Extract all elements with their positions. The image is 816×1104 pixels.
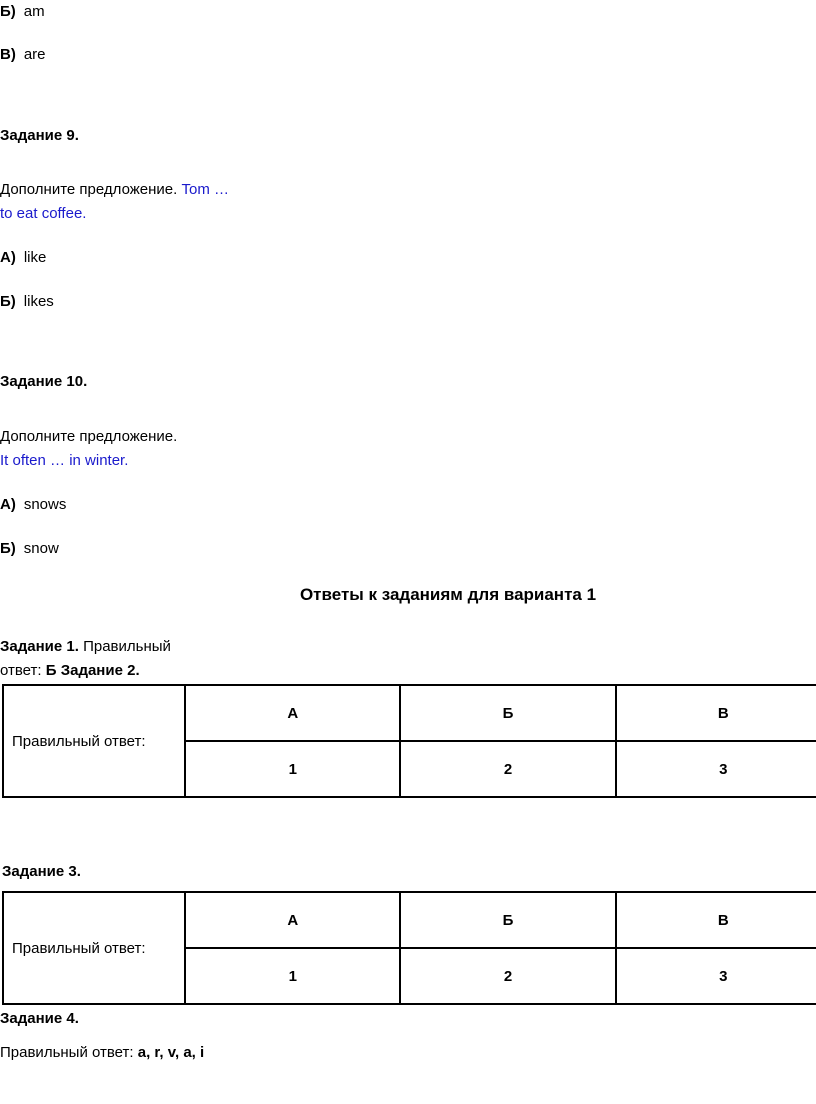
option-text: am <box>23 3 45 20</box>
q10-title: Задание 10. <box>0 373 88 390</box>
answer-3-header-a: А <box>185 892 400 948</box>
option-text: likes <box>23 293 54 310</box>
q10-prompt: Дополните предложение. <box>0 428 178 445</box>
answer-4-value: a, r, v, a, i <box>137 1044 205 1061</box>
q9-prompt: Дополните предложение. <box>0 181 178 198</box>
option-letter: Б) <box>0 293 16 310</box>
option-letter: Б) <box>0 3 16 20</box>
answer-3-row-label: Правильный ответ: <box>3 892 185 1004</box>
answer-1-title: Задание 1. <box>0 638 79 655</box>
option-text: like <box>23 249 47 266</box>
answer-3-value-c: 3 <box>616 948 816 1004</box>
option-letter: В) <box>0 46 16 63</box>
q10-option-a <box>0 495 66 515</box>
q8-option-b <box>0 2 45 22</box>
answer-2-title: Задание 2. <box>60 662 140 679</box>
option-text: are <box>23 46 46 63</box>
option-letter: А) <box>0 249 16 266</box>
q10-option-b <box>0 539 59 559</box>
answer-2-header-a: А <box>185 685 400 741</box>
answer-1-line <box>0 637 171 657</box>
option-text: snows <box>23 496 67 513</box>
answer-1-label: ответ: <box>0 662 42 679</box>
q9-option-b <box>0 292 54 312</box>
answer-2-table <box>2 684 816 798</box>
answers-heading: Ответы к заданиям для варианта 1 <box>299 585 597 604</box>
answer-4-label: Правильный ответ: <box>0 1044 134 1061</box>
answer-3-value-b: 2 <box>400 948 615 1004</box>
option-letter: А) <box>0 496 16 513</box>
q9-sentence-part1: Tom … <box>181 181 229 198</box>
q9-title: Задание 9. <box>0 127 79 144</box>
q9-option-a <box>0 248 46 268</box>
answer-3-value-a: 1 <box>185 948 400 1004</box>
answer-2-header-c: В <box>616 685 816 741</box>
answer-2-value-b: 2 <box>400 741 615 797</box>
answer-2-value-c: 3 <box>616 741 816 797</box>
answer-3-header-c: В <box>616 892 816 948</box>
option-text: snow <box>23 540 59 557</box>
q9-prompt-line <box>0 180 229 200</box>
answer-4-title: Задание 4. <box>0 1010 79 1027</box>
answer-2-value-a: 1 <box>185 741 400 797</box>
answer-1-value: Б <box>45 662 57 679</box>
answer-1-line-2 <box>0 661 140 681</box>
q8-option-c <box>0 45 46 65</box>
answer-1-text: Правильный <box>83 638 171 655</box>
option-letter: Б) <box>0 540 16 557</box>
answer-3-header-b: Б <box>400 892 615 948</box>
q10-sentence: It often … in winter. <box>0 452 129 469</box>
q9-sentence-part2: to eat coffee. <box>0 205 87 222</box>
answer-2-header-b: Б <box>400 685 615 741</box>
answer-2-row-label: Правильный ответ: <box>3 685 185 797</box>
answer-3-title: Задание 3. <box>2 863 81 880</box>
answer-3-table <box>2 891 816 1005</box>
answer-4-line <box>0 1043 204 1063</box>
